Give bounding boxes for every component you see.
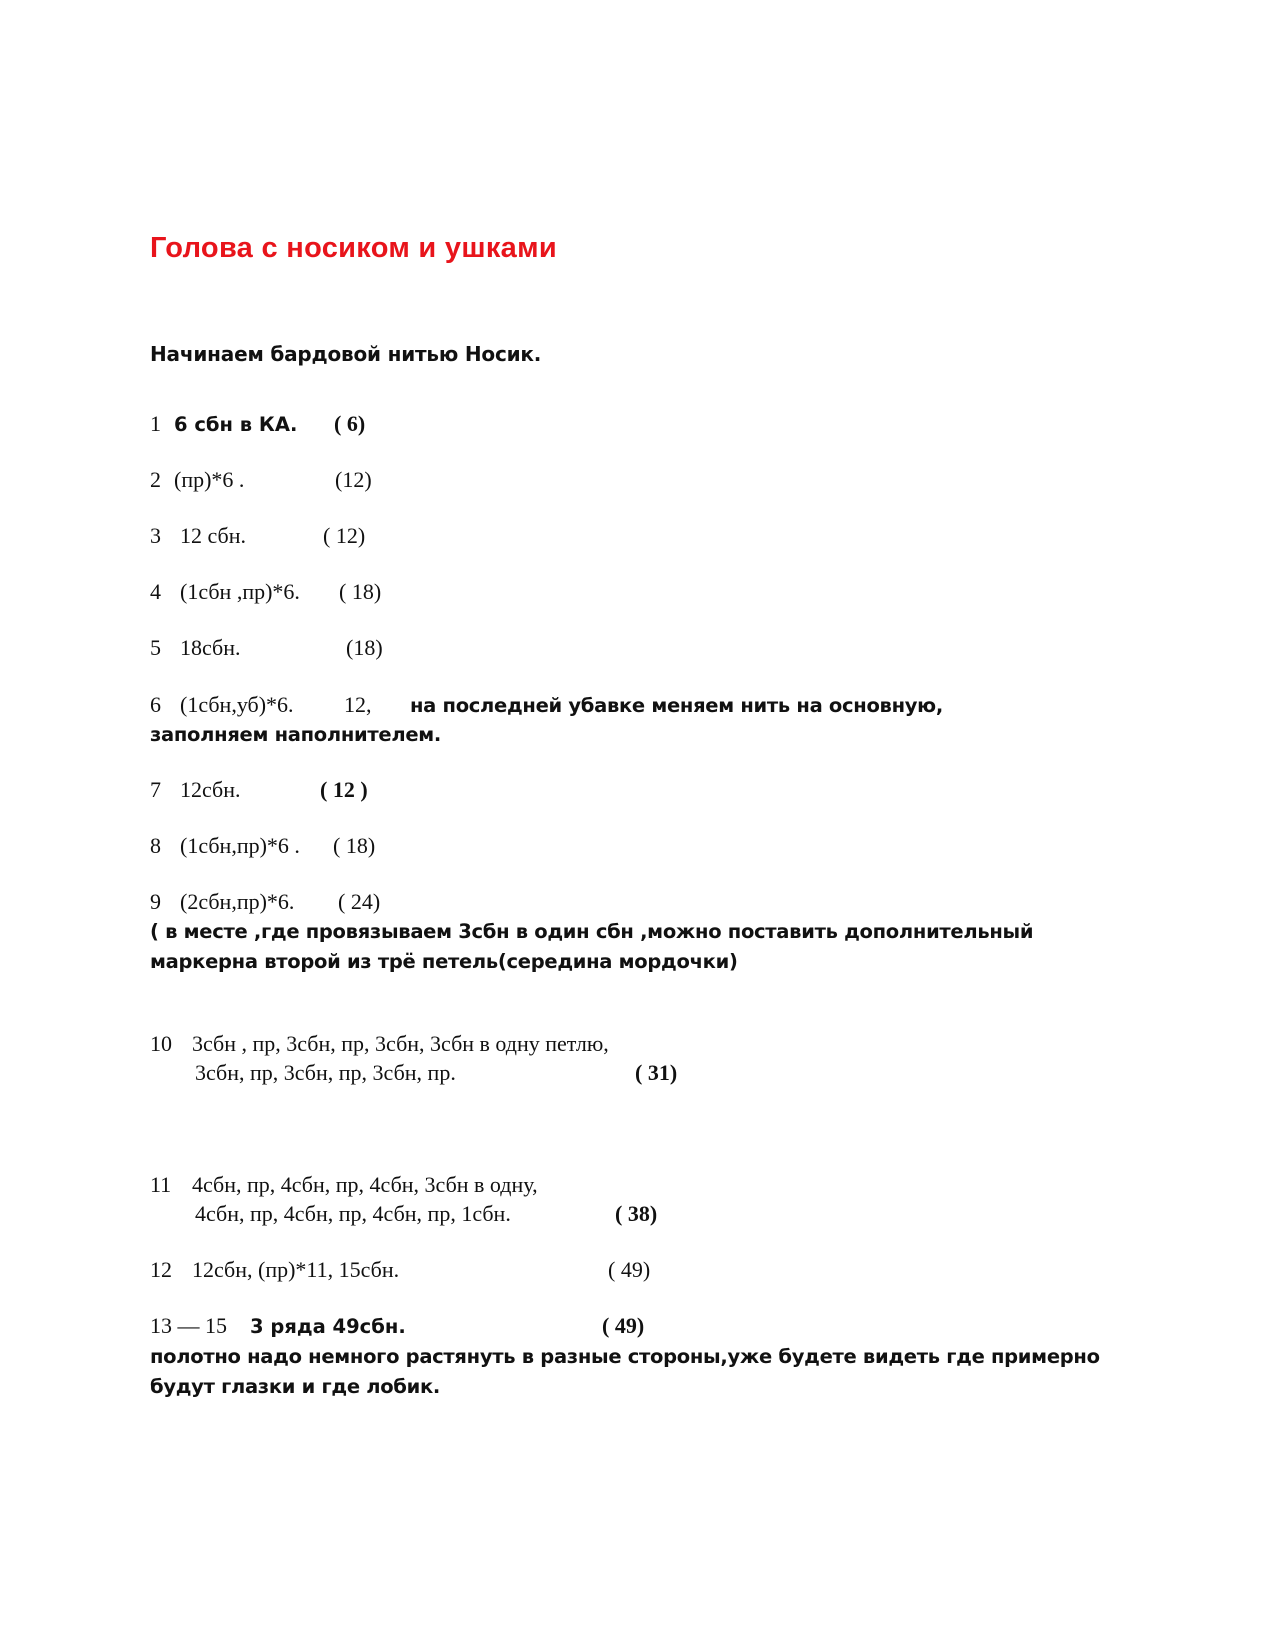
row-number: 6 (150, 692, 161, 717)
row-instruction: 12сбн. (180, 777, 241, 802)
row-instruction: 12 сбн. (180, 523, 246, 548)
stitch-count: ( 49) (602, 1313, 645, 1338)
stitch-count: ( 31) (635, 1060, 678, 1085)
row-instruction-line2: 4сбн, пр, 4сбн, пр, 4сбн, пр, 1сбн. (195, 1201, 511, 1226)
stitch-count: (12) (335, 467, 372, 492)
page-title: Голова с носиком и ушками (150, 232, 557, 264)
row-number: 5 (150, 635, 161, 660)
row-note-continued: заполняем наполнителем. (150, 723, 441, 746)
row-number: 8 (150, 833, 161, 858)
row-instruction: 4сбн, пр, 4сбн, пр, 4сбн, 3сбн в одну, (192, 1172, 538, 1197)
row-instruction: 3 ряда 49сбн. (250, 1315, 406, 1338)
row-number: 3 (150, 523, 161, 548)
row-instruction: (1сбн ,пр)*6. (180, 579, 300, 604)
stitch-count: ( 18) (333, 833, 376, 858)
row-number: 9 (150, 889, 161, 914)
row-number: 2 (150, 467, 161, 492)
row-number: 1 (150, 411, 161, 436)
row-instruction: (1сбн,пр)*6 . (180, 833, 300, 858)
row-number: 13 — 15 (150, 1313, 227, 1338)
stitch-count: ( 38) (615, 1201, 658, 1226)
row-number: 11 (150, 1172, 172, 1197)
row-instruction: (1сбн,уб)*6. (180, 692, 294, 717)
stitch-count: ( 49) (608, 1257, 651, 1282)
stitch-count: ( 24) (338, 889, 381, 914)
row-instruction: 6 сбн в КА. (174, 413, 298, 436)
stitch-count: ( 12) (323, 523, 366, 548)
row-instruction-line2: 3сбн, пр, 3сбн, пр, 3сбн, пр. (195, 1060, 456, 1085)
row-note: ( в месте ,где провязываем 3сбн в один сбн ,можно поставить дополнительный (150, 920, 1034, 943)
row-number: 12 (150, 1257, 172, 1282)
stitch-count: ( 6) (334, 411, 366, 436)
row-note-continued: будут глазки и где лобик. (150, 1375, 441, 1398)
row-instruction: 3сбн , пр, 3сбн, пр, 3сбн, 3сбн в одну петлю, (192, 1031, 609, 1056)
stitch-count: ( 18) (339, 579, 382, 604)
row-note: полотно надо немного растянуть в разные стороны,уже будете видеть где примерно (150, 1345, 1100, 1368)
row-note: на последней убавке меняем нить на основную, (410, 694, 943, 717)
row-number: 4 (150, 579, 161, 604)
row-instruction: 18сбн. (180, 635, 241, 660)
row-number: 10 (150, 1031, 172, 1056)
stitch-count: ( 12 ) (320, 777, 368, 802)
intro-text: Начинаем бардовой нитью Носик. (150, 342, 542, 366)
row-number: 7 (150, 777, 161, 802)
stitch-count: 12, (344, 692, 372, 717)
row-note-continued: маркерна второй из трё петель(середина мордочки) (150, 950, 738, 973)
row-instruction: 12сбн, (пр)*11, 15сбн. (192, 1257, 400, 1282)
row-instruction: (пр)*6 . (174, 467, 245, 492)
stitch-count: (18) (346, 635, 383, 660)
row-instruction: (2сбн,пр)*6. (180, 889, 295, 914)
